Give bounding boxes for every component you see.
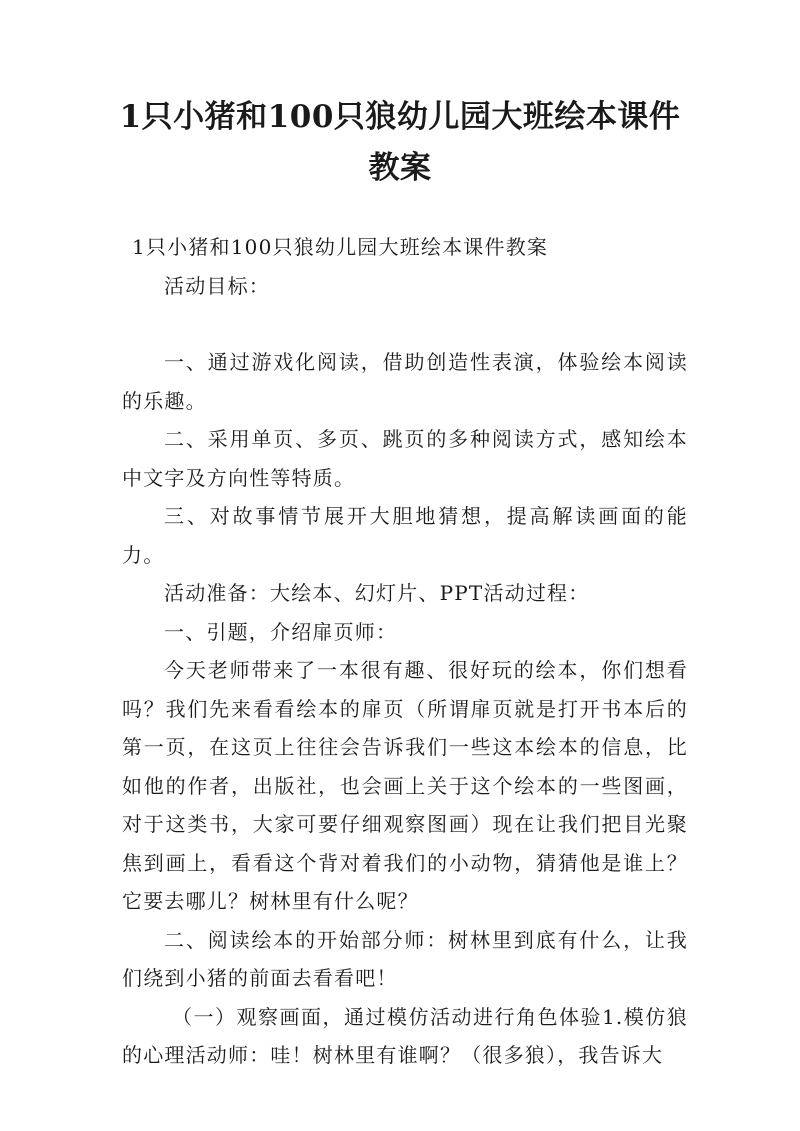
document-body xyxy=(122,228,688,1075)
section-label-goals: 活动目标： xyxy=(164,273,270,298)
paragraph-goal-3: 三、对故事情节展开大胆地猜想，提高解读画面的能力。 xyxy=(122,504,688,567)
document-title: 1只小猪和100只狼幼儿园大班绘本课件教案 xyxy=(119,99,681,186)
paragraph-step-2: 二、阅读绘本的开始部分师：树林里到底有什么，让我们绕到小猪的前面去看看吧！ xyxy=(122,927,688,990)
paragraph-step-2-sub-1: （一）观察画面，通过模仿活动进行角色体验1.模仿狼的心理活动师：哇！树林里有谁啊？（很多狼），我告诉大 xyxy=(122,1004,688,1067)
document-subtitle: 1只小猪和100只狼幼儿园大班绘本课件教案 xyxy=(132,235,549,259)
paragraph-goal-1: 一、通过游戏化阅读，借助创造性表演，体验绘本阅读的乐趣。 xyxy=(122,350,688,413)
paragraph-step-1-body: 今天老师带来了一本很有趣、很好玩的绘本，你们想看吗？我们先来看看绘本的扉页（所谓扉页就是打开书本后的第一页，在这页上往往会告诉我们一些这本绘本的信息，比如他的作者，出版社，也会画上关于这个绘本的一些图画，对于这类书，大家可要仔细观察图画）现在让我们把目光聚焦到画上，看看这个背对着我们的小动物，猜猜他是谁上？它要去哪儿？树林里有什么呢？ xyxy=(122,658,688,913)
paragraph-goal-2: 二、采用单页、多页、跳页的多种阅读方式，感知绘本中文字及方向性等特质。 xyxy=(122,427,688,490)
paragraph-step-1-heading: 一、引题，介绍扉页师： xyxy=(164,619,398,644)
paragraph-preparation: 活动准备：大绘本、幻灯片、PPT活动过程： xyxy=(164,581,590,605)
blank-line xyxy=(122,305,688,343)
